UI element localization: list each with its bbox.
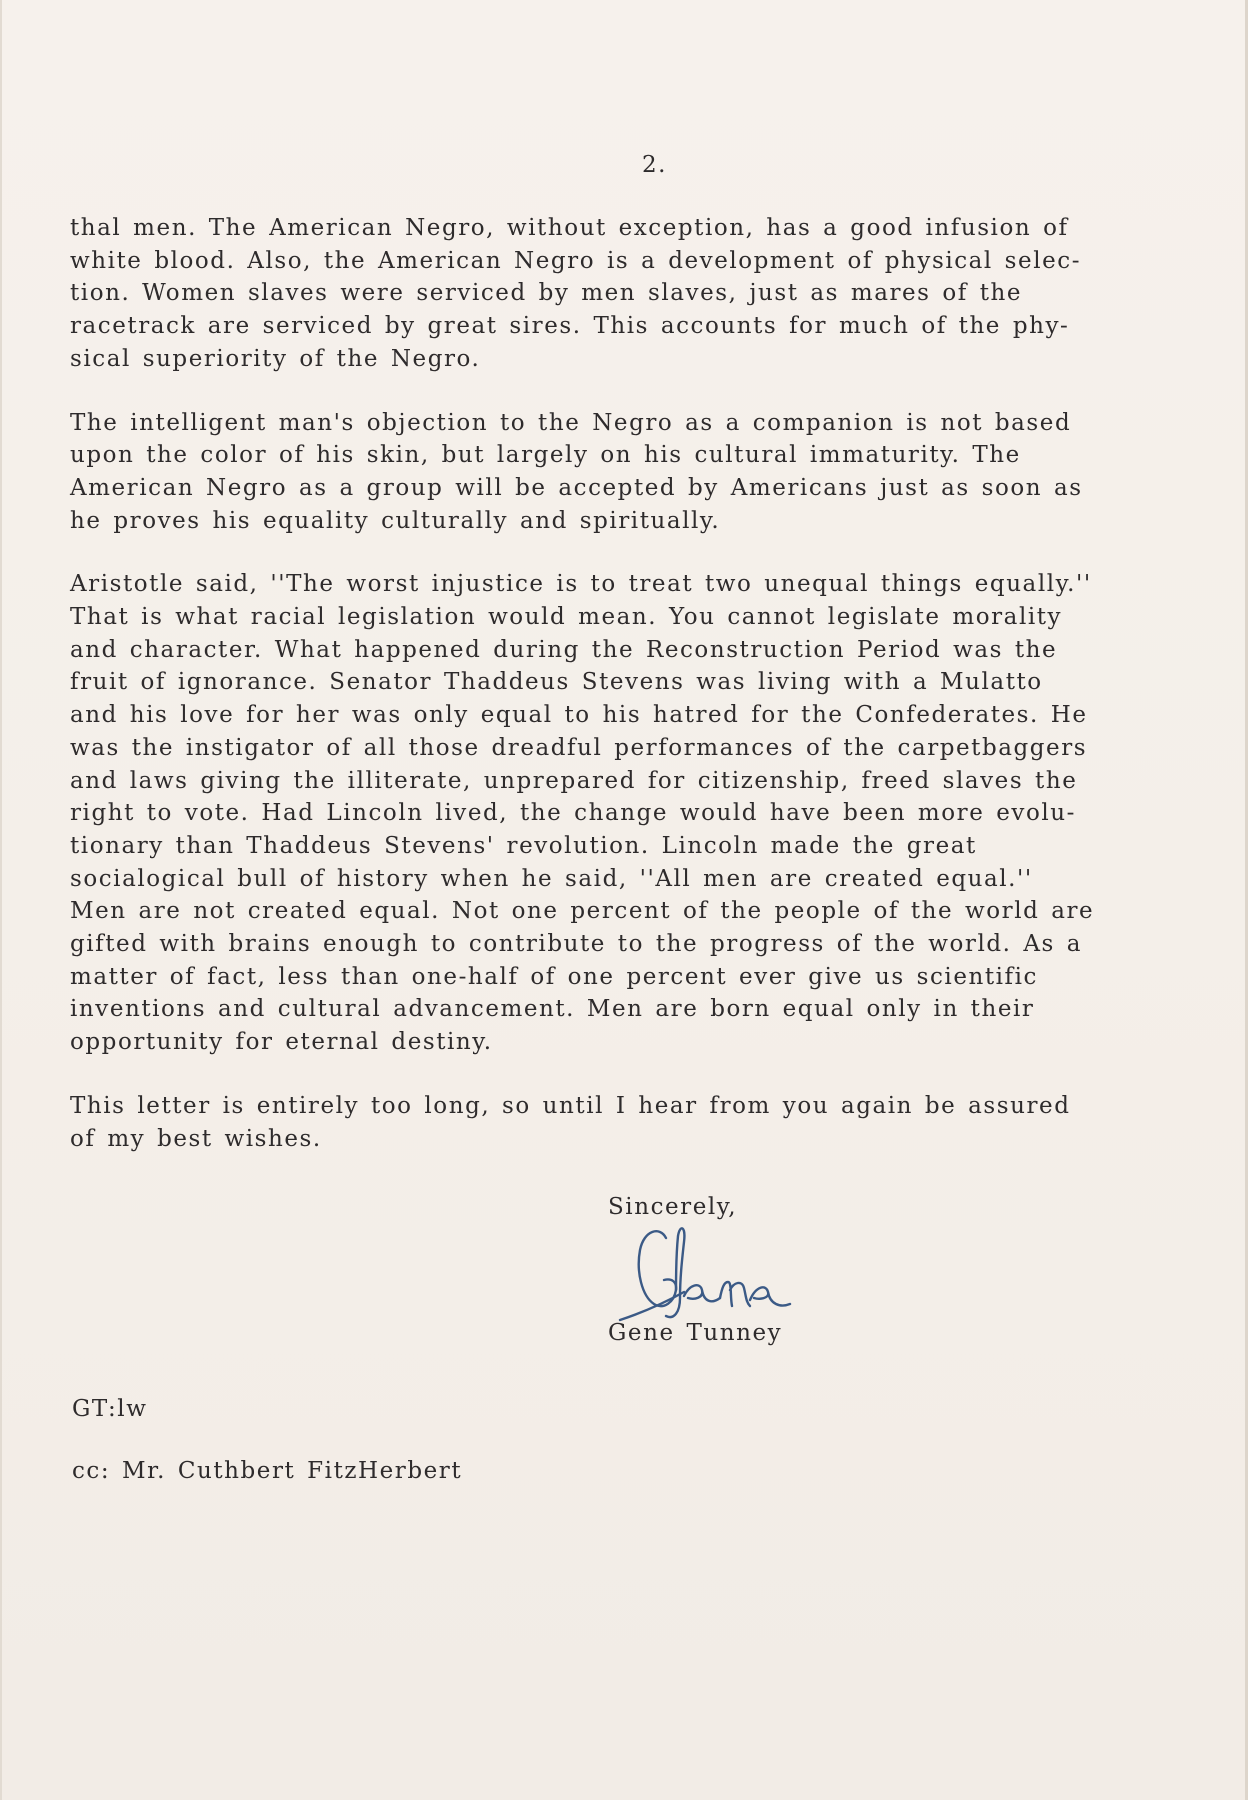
text-line: thal men. The American Negro, without exception, has a good infusion of xyxy=(70,215,1069,241)
paragraph-1 xyxy=(70,212,1180,376)
text-line: opportunity for eternal destiny. xyxy=(70,1029,493,1056)
carbon-copy-line: cc: Mr. Cuthbert FitzHerbert xyxy=(72,1458,463,1484)
text-line: matter of fact, less than one-half of one percent ever give us scientific xyxy=(70,963,1038,990)
paragraph-2 xyxy=(70,407,1180,538)
text-line: American Negro as a group will be accepted by Americans just as soon as xyxy=(70,474,1083,501)
handwritten-signature xyxy=(614,1216,794,1326)
text-line: and character. What happened during the Reconstruction Period was the xyxy=(70,636,1058,663)
reference-initials: GT:lw xyxy=(72,1396,148,1422)
text-line: inventions and cultural advancement. Men are born equal only in their xyxy=(70,996,1035,1023)
text-line: The intelligent man's objection to the Negro as a companion is not based xyxy=(70,409,1072,436)
text-line: gifted with brains enough to contribute to the progress of the world. As a xyxy=(70,931,1082,958)
closing-salutation: Sincerely, xyxy=(608,1194,738,1220)
letter-body xyxy=(70,212,1180,1186)
text-line: he proves his equality culturally and spiritually. xyxy=(70,507,721,534)
text-line: This letter is entirely too long, so until I hear from you again be assured xyxy=(70,1092,1071,1119)
text-line: racetrack are serviced by great sires. This accounts for much of the phy- xyxy=(70,313,1070,340)
text-line: Aristotle said, ''The worst injustice is to treat two unequal things equally.'' xyxy=(70,571,1092,598)
text-line: of my best wishes. xyxy=(70,1125,322,1152)
text-line: and laws giving the illiterate, unprepared for citizenship, freed slaves the xyxy=(70,767,1078,794)
text-line: fruit of ignorance. Senator Thaddeus Stevens was living with a Mulatto xyxy=(70,669,1043,696)
paragraph-4 xyxy=(70,1090,1180,1155)
page-number: 2. xyxy=(642,152,668,178)
text-line: and his love for her was only equal to his hatred for the Confederates. He xyxy=(70,702,1088,729)
text-line: tion. Women slaves were serviced by men slaves, just as mares of the xyxy=(70,280,1023,307)
text-line: upon the color of his skin, but largely on his cultural immaturity. The xyxy=(70,442,1021,469)
typed-signature-name: Gene Tunney xyxy=(608,1320,783,1346)
text-line: socialogical bull of history when he said, ''All men are created equal.'' xyxy=(70,865,1033,892)
text-line: Men are not created equal. Not one percent of the people of the world are xyxy=(70,898,1095,925)
text-line: white blood. Also, the American Negro is a development of physical selec- xyxy=(70,247,1082,274)
signature-block xyxy=(608,1194,908,1364)
text-line: right to vote. Had Lincoln lived, the change would have been more evolu- xyxy=(70,800,1076,827)
text-line: tionary than Thaddeus Stevens' revolution. Lincoln made the great xyxy=(70,832,977,859)
text-line: sical superiority of the Negro. xyxy=(70,345,481,372)
text-line: That is what racial legislation would mean. You cannot legislate morality xyxy=(70,604,1063,631)
paragraph-3 xyxy=(70,568,1180,1059)
text-line: was the instigator of all those dreadful performances of the carpetbaggers xyxy=(70,734,1088,761)
